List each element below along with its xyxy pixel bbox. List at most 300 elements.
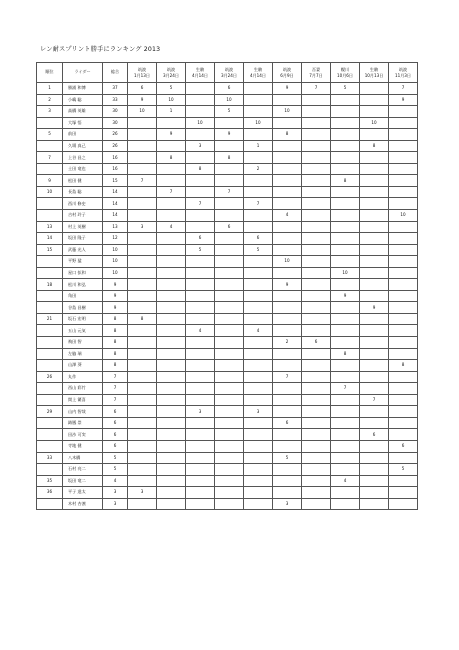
race-points-cell [186, 348, 215, 360]
race-points-cell [215, 210, 244, 222]
race-points-cell [157, 233, 186, 245]
rank-cell: 26 [37, 371, 63, 383]
race-points-cell: 10 [186, 117, 215, 129]
rider-name-cell: 飛田 智 [63, 337, 103, 349]
race-points-cell: 2 [273, 337, 302, 349]
race-points-cell [302, 129, 331, 141]
race-points-cell [360, 279, 389, 291]
race-points-cell [215, 371, 244, 383]
race-points-cell [128, 129, 157, 141]
race-points-cell [360, 337, 389, 349]
race-points-cell [157, 210, 186, 222]
race-points-cell [215, 244, 244, 256]
race-points-cell [302, 429, 331, 441]
rider-name-cell: 木村 杏凛 [63, 498, 103, 510]
race-points-cell [302, 117, 331, 129]
race-points-cell: 6 [215, 221, 244, 233]
race-points-cell [244, 279, 273, 291]
race-points-cell [273, 383, 302, 395]
rider-name-cell: 平野 猛 [63, 256, 103, 268]
header-race [157, 63, 186, 83]
race-points-cell [389, 152, 418, 164]
race-points-cell [157, 360, 186, 372]
race-points-cell: 4 [157, 221, 186, 233]
rank-cell [37, 337, 63, 349]
table-row [37, 175, 418, 187]
race-points-cell [128, 440, 157, 452]
race-points-cell [128, 198, 157, 210]
race-points-cell: 10 [157, 94, 186, 106]
race-points-cell [215, 140, 244, 152]
race-points-cell [157, 302, 186, 314]
race-points-cell [157, 348, 186, 360]
total-points-cell: 16 [103, 152, 128, 164]
race-points-cell [128, 452, 157, 464]
race-points-cell [302, 290, 331, 302]
race-points-cell [186, 383, 215, 395]
race-points-cell [128, 302, 157, 314]
race-points-cell [389, 267, 418, 279]
race-points-cell [331, 106, 360, 118]
race-points-cell: 3 [128, 221, 157, 233]
race-points-cell: 7 [157, 186, 186, 198]
race-points-cell: 7 [389, 83, 418, 95]
header-race [331, 63, 360, 83]
race-points-cell [360, 290, 389, 302]
total-points-cell: 8 [103, 360, 128, 372]
table-row [37, 498, 418, 510]
race-date: 4月14日 [249, 72, 266, 78]
race-points-cell [360, 325, 389, 337]
race-points-cell [331, 487, 360, 499]
race-points-cell [157, 140, 186, 152]
race-points-cell [128, 152, 157, 164]
race-points-cell [186, 221, 215, 233]
race-points-cell [302, 406, 331, 418]
table-row [37, 394, 418, 406]
race-points-cell [273, 290, 302, 302]
rank-cell: 9 [37, 175, 63, 187]
race-points-cell [244, 383, 273, 395]
header-total: 総合 [103, 63, 128, 83]
race-points-cell: 8 [215, 152, 244, 164]
race-points-cell [244, 290, 273, 302]
race-points-cell [389, 106, 418, 118]
race-points-cell [360, 256, 389, 268]
race-points-cell [157, 117, 186, 129]
race-points-cell: 3 [128, 487, 157, 499]
rank-cell [37, 429, 63, 441]
race-points-cell [360, 313, 389, 325]
header-rank: 順位 [37, 63, 63, 83]
race-date: 6月9日 [280, 72, 294, 78]
total-points-cell: 14 [103, 210, 128, 222]
race-points-cell [157, 198, 186, 210]
race-points-cell [360, 106, 389, 118]
race-points-cell [360, 175, 389, 187]
race-points-cell [389, 290, 418, 302]
race-points-cell [244, 371, 273, 383]
race-points-cell: 8 [157, 152, 186, 164]
race-points-cell [360, 233, 389, 245]
race-points-cell: 10 [273, 256, 302, 268]
race-points-cell [302, 244, 331, 256]
race-points-cell [302, 175, 331, 187]
race-points-cell [273, 464, 302, 476]
race-points-cell [302, 256, 331, 268]
race-points-cell: 3 [244, 406, 273, 418]
rider-name-cell: 大塚 悟 [63, 117, 103, 129]
race-points-cell [157, 290, 186, 302]
race-points-cell [273, 394, 302, 406]
race-points-cell [157, 498, 186, 510]
race-points-cell [157, 337, 186, 349]
race-points-cell [273, 186, 302, 198]
header-race [360, 63, 389, 83]
race-points-cell [244, 152, 273, 164]
rank-cell [37, 163, 63, 175]
race-points-cell [302, 267, 331, 279]
race-points-cell [128, 267, 157, 279]
race-points-cell [302, 440, 331, 452]
race-points-cell: 7 [331, 383, 360, 395]
race-date: 4月14日 [191, 72, 208, 78]
total-points-cell: 4 [103, 475, 128, 487]
race-points-cell [389, 198, 418, 210]
race-points-cell [360, 129, 389, 141]
race-points-cell [331, 117, 360, 129]
header-race [128, 63, 157, 83]
race-venue: 生駒 [195, 67, 205, 73]
race-points-cell: 10 [215, 94, 244, 106]
rider-name-cell: 坂石 宏明 [63, 313, 103, 325]
race-points-cell: 3 [186, 140, 215, 152]
ranking-table [36, 62, 418, 510]
race-points-cell: 10 [389, 210, 418, 222]
race-points-cell [244, 83, 273, 95]
total-points-cell: 30 [103, 117, 128, 129]
race-points-cell [186, 417, 215, 429]
table-row [37, 337, 418, 349]
race-points-cell [244, 313, 273, 325]
race-points-cell: 8 [331, 348, 360, 360]
race-points-cell [273, 360, 302, 372]
rank-cell: 36 [37, 487, 63, 499]
race-points-cell [389, 348, 418, 360]
race-points-cell [273, 475, 302, 487]
race-points-cell [244, 394, 273, 406]
rider-name-cell: 山澤 葵 [63, 360, 103, 372]
race-points-cell [128, 498, 157, 510]
rank-cell [37, 198, 63, 210]
race-points-cell [186, 267, 215, 279]
race-points-cell [186, 337, 215, 349]
race-points-cell: 7 [128, 175, 157, 187]
race-points-cell [302, 464, 331, 476]
rank-cell: 1 [37, 83, 63, 95]
total-points-cell: 10 [103, 244, 128, 256]
race-points-cell [244, 498, 273, 510]
race-points-cell [157, 256, 186, 268]
race-points-cell [331, 429, 360, 441]
race-points-cell [389, 394, 418, 406]
race-points-cell [128, 186, 157, 198]
table-row [37, 221, 418, 233]
race-points-cell [331, 394, 360, 406]
race-points-cell [157, 429, 186, 441]
header-race [273, 63, 302, 83]
total-points-cell: 37 [103, 83, 128, 95]
race-points-cell [157, 452, 186, 464]
total-points-cell: 9 [103, 302, 128, 314]
race-points-cell [389, 117, 418, 129]
race-points-cell [186, 186, 215, 198]
race-points-cell [186, 256, 215, 268]
total-points-cell: 8 [103, 325, 128, 337]
total-points-cell: 6 [103, 417, 128, 429]
rank-cell: 35 [37, 475, 63, 487]
race-points-cell: 9 [360, 302, 389, 314]
race-points-cell: 9 [273, 279, 302, 291]
race-points-cell [128, 244, 157, 256]
race-points-cell [331, 244, 360, 256]
race-points-cell [360, 221, 389, 233]
race-points-cell [186, 487, 215, 499]
race-points-cell: 3 [186, 406, 215, 418]
race-points-cell [215, 198, 244, 210]
race-points-cell [157, 475, 186, 487]
rider-name-cell: 関上 繁喜 [63, 394, 103, 406]
rank-cell [37, 256, 63, 268]
race-points-cell [215, 487, 244, 499]
race-points-cell: 6 [389, 440, 418, 452]
rank-cell: 21 [37, 313, 63, 325]
race-points-cell [389, 129, 418, 141]
table-row [37, 163, 418, 175]
race-points-cell [302, 233, 331, 245]
race-venue: 幌川 [340, 67, 350, 73]
header-row [37, 63, 418, 83]
race-points-cell [186, 106, 215, 118]
race-points-cell [157, 394, 186, 406]
race-points-cell [273, 221, 302, 233]
table-row [37, 429, 418, 441]
race-date: 7月7日 [309, 72, 323, 78]
race-points-cell [244, 487, 273, 499]
race-points-cell: 9 [128, 94, 157, 106]
race-points-cell [331, 498, 360, 510]
race-points-cell [302, 106, 331, 118]
table-row [37, 129, 418, 141]
race-points-cell: 8 [331, 175, 360, 187]
race-points-cell [389, 383, 418, 395]
rank-cell [37, 394, 63, 406]
table-row [37, 464, 418, 476]
rider-name-cell: 西川 修史 [63, 198, 103, 210]
race-points-cell [331, 210, 360, 222]
race-points-cell [302, 498, 331, 510]
race-points-cell [302, 475, 331, 487]
rank-cell: 29 [37, 406, 63, 418]
race-points-cell [360, 371, 389, 383]
race-points-cell [244, 475, 273, 487]
race-points-cell [157, 383, 186, 395]
race-points-cell [215, 417, 244, 429]
race-points-cell [360, 475, 389, 487]
rider-name-cell: 坂田 隆子 [63, 233, 103, 245]
total-points-cell: 15 [103, 175, 128, 187]
race-points-cell [215, 440, 244, 452]
race-points-cell: 4 [331, 475, 360, 487]
race-points-cell: 7 [360, 394, 389, 406]
race-points-cell [331, 417, 360, 429]
race-points-cell: 6 [360, 429, 389, 441]
table-row [37, 406, 418, 418]
rider-name-cell: 前田 [63, 129, 103, 141]
race-points-cell [360, 152, 389, 164]
race-points-cell [389, 429, 418, 441]
race-points-cell [128, 163, 157, 175]
race-points-cell [215, 337, 244, 349]
rider-name-cell: 丸作 [63, 371, 103, 383]
rank-cell [37, 267, 63, 279]
rank-cell: 10 [37, 186, 63, 198]
rider-name-cell: 坂田 竜二 [63, 475, 103, 487]
race-points-cell [331, 360, 360, 372]
race-points-cell [186, 429, 215, 441]
race-points-cell [389, 221, 418, 233]
race-points-cell [360, 198, 389, 210]
rank-cell [37, 417, 63, 429]
total-points-cell: 7 [103, 383, 128, 395]
race-points-cell [273, 94, 302, 106]
race-points-cell: 8 [186, 163, 215, 175]
race-venue: 生駒 [369, 67, 379, 73]
race-points-cell [389, 279, 418, 291]
total-points-cell: 6 [103, 406, 128, 418]
table-row [37, 152, 418, 164]
rider-name-cell: 石村 亮二 [63, 464, 103, 476]
race-points-cell [244, 360, 273, 372]
race-points-cell [360, 360, 389, 372]
rank-cell: 2 [37, 94, 63, 106]
race-points-cell [244, 106, 273, 118]
race-date: 10月6日 [336, 72, 353, 78]
table-row [37, 383, 418, 395]
table-row [37, 452, 418, 464]
race-points-cell [128, 348, 157, 360]
table-row [37, 198, 418, 210]
race-venue: 生駒 [253, 67, 263, 73]
table-row [37, 267, 418, 279]
race-points-cell [302, 279, 331, 291]
race-points-cell [215, 117, 244, 129]
race-points-cell: 6 [215, 83, 244, 95]
table-row [37, 417, 418, 429]
race-date: 3月24日 [220, 72, 237, 78]
rank-cell [37, 302, 63, 314]
race-points-cell [157, 279, 186, 291]
rank-cell: 15 [37, 244, 63, 256]
rider-name-cell: 角田 [63, 290, 103, 302]
race-points-cell [157, 464, 186, 476]
race-points-cell [186, 371, 215, 383]
race-points-cell: 10 [360, 117, 389, 129]
total-points-cell: 33 [103, 94, 128, 106]
header-race [186, 63, 215, 83]
race-points-cell [244, 337, 273, 349]
race-points-cell [128, 417, 157, 429]
race-points-cell [360, 487, 389, 499]
total-points-cell: 7 [103, 371, 128, 383]
rider-name-cell: 星口 拡和 [63, 267, 103, 279]
race-points-cell [186, 152, 215, 164]
total-points-cell: 6 [103, 429, 128, 441]
rank-cell [37, 348, 63, 360]
race-points-cell [157, 487, 186, 499]
rider-name-cell: 松川 和弘 [63, 279, 103, 291]
rank-cell [37, 117, 63, 129]
race-points-cell [389, 244, 418, 256]
race-points-cell: 7 [302, 83, 331, 95]
race-points-cell [389, 302, 418, 314]
race-points-cell: 1 [244, 140, 273, 152]
race-venue: 筑波 [224, 67, 234, 73]
race-points-cell [389, 175, 418, 187]
rank-cell [37, 325, 63, 337]
race-points-cell [273, 175, 302, 187]
race-points-cell [273, 313, 302, 325]
race-points-cell [331, 129, 360, 141]
header-race [244, 63, 273, 83]
race-points-cell [389, 371, 418, 383]
race-points-cell [128, 325, 157, 337]
rider-name-cell: 谷島 昌樹 [63, 302, 103, 314]
rider-name-cell: 山内 智哉 [63, 406, 103, 418]
race-date: 3月24日 [162, 72, 179, 78]
race-points-cell [389, 233, 418, 245]
race-points-cell [302, 210, 331, 222]
rider-name-cell: 吉村 玲子 [63, 210, 103, 222]
race-points-cell [389, 487, 418, 499]
race-points-cell [302, 417, 331, 429]
race-points-cell [273, 152, 302, 164]
race-points-cell [215, 279, 244, 291]
rider-name-cell: 西山 彩竹 [63, 383, 103, 395]
race-points-cell [389, 406, 418, 418]
rider-name-cell: 小嶋 聡 [63, 94, 103, 106]
race-points-cell [215, 313, 244, 325]
total-points-cell: 5 [103, 464, 128, 476]
total-points-cell: 3 [103, 498, 128, 510]
total-points-cell: 10 [103, 267, 128, 279]
table-row [37, 256, 418, 268]
table-row [37, 325, 418, 337]
race-points-cell [128, 371, 157, 383]
race-points-cell: 8 [360, 140, 389, 152]
race-points-cell: 9 [273, 83, 302, 95]
race-points-cell [302, 313, 331, 325]
race-points-cell [244, 221, 273, 233]
race-points-cell [128, 360, 157, 372]
race-points-cell: 5 [215, 106, 244, 118]
race-points-cell [302, 163, 331, 175]
race-points-cell [302, 394, 331, 406]
rank-cell: 13 [37, 221, 63, 233]
race-points-cell [360, 210, 389, 222]
rank-cell [37, 498, 63, 510]
total-points-cell: 9 [103, 279, 128, 291]
